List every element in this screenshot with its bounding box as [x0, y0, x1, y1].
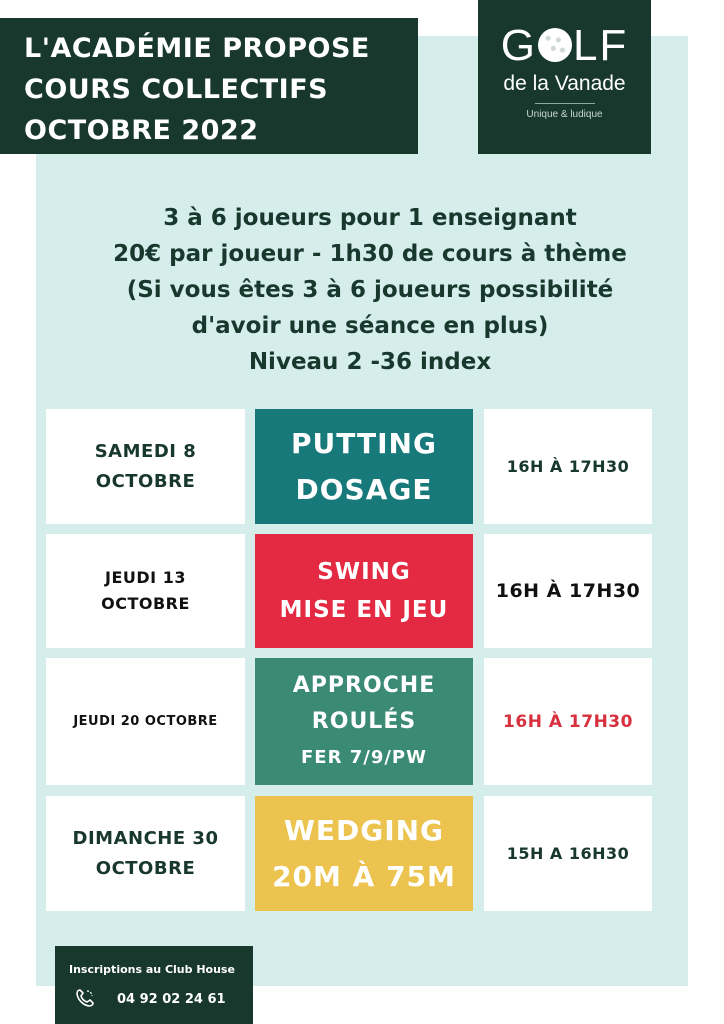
logo-tagline: Unique & ludique [526, 109, 603, 120]
session-topic-line: SWING [317, 559, 411, 585]
intro-line: 20€ par joueur - 1h30 de cours à thème [113, 241, 627, 267]
inscription-title: Inscriptions au Club House [69, 963, 235, 976]
intro-text [50, 200, 690, 380]
session-time-cell [484, 534, 652, 648]
golf-ball-icon [538, 28, 572, 62]
session-date-line: JEUDI 13 [105, 568, 186, 587]
golf-logo [478, 0, 651, 154]
session-topic-cell [255, 796, 473, 911]
intro-line: (Si vous êtes 3 à 6 joueurs possibilité [126, 277, 614, 303]
session-time-cell [484, 409, 652, 524]
logo-letter-g: G [500, 21, 537, 70]
session-time-cell [484, 796, 652, 911]
session-topic-line: APPROCHE [292, 672, 436, 698]
session-date-line: OCTOBRE [95, 470, 196, 492]
phone-number[interactable]: 04 92 02 24 61 [117, 992, 226, 1007]
session-date-line: JEUDI 20 OCTOBRE [73, 713, 218, 729]
session-topic-line: FER 7/9/PW [301, 746, 427, 768]
logo-divider [535, 103, 595, 104]
session-date-cell [46, 409, 245, 524]
session-date-cell [46, 796, 245, 911]
session-time: 16H À 17H30 [506, 457, 630, 476]
session-topic-cell [255, 534, 473, 648]
intro-line: Niveau 2 -36 index [248, 349, 492, 375]
title-line-3: OCTOBRE 2022 [24, 115, 259, 146]
session-date-cell [46, 658, 245, 785]
session-date-line: SAMEDI 8 [94, 440, 197, 462]
session-date-cell [46, 534, 245, 648]
session-date-line: OCTOBRE [95, 857, 196, 879]
session-time: 16H À 17H30 [503, 711, 633, 732]
logo-wordmark [478, 22, 651, 70]
session-time: 16H À 17H30 [495, 580, 641, 602]
session-topic-line: MISE EN JEU [279, 597, 449, 623]
phone-icon [75, 988, 95, 1008]
intro-line: 3 à 6 joueurs pour 1 enseignant [163, 205, 577, 231]
inscription-box [55, 946, 253, 1024]
session-date-line: DIMANCHE 30 [72, 827, 219, 849]
session-time: 15H A 16H30 [506, 844, 630, 863]
session-topic-line: PUTTING [291, 426, 437, 460]
session-topic-line: ROULÉS [311, 708, 417, 734]
logo-letters-lf: LF [572, 21, 629, 70]
session-topic-line: 20M À 75M [272, 859, 456, 893]
header-banner [0, 18, 418, 154]
intro-line: d'avoir une séance en plus) [191, 313, 549, 339]
session-topic-cell [255, 658, 473, 785]
session-date-line: OCTOBRE [101, 594, 190, 613]
logo-subtitle: de la Vanade [503, 72, 626, 95]
session-topic-cell [255, 409, 473, 524]
title-line-2: COURS COLLECTIFS [24, 74, 329, 105]
session-topic-line: DOSAGE [295, 472, 433, 506]
title-line-1: L'ACADÉMIE PROPOSE [24, 33, 370, 64]
session-topic-line: WEDGING [283, 813, 445, 847]
session-time-cell [484, 658, 652, 785]
